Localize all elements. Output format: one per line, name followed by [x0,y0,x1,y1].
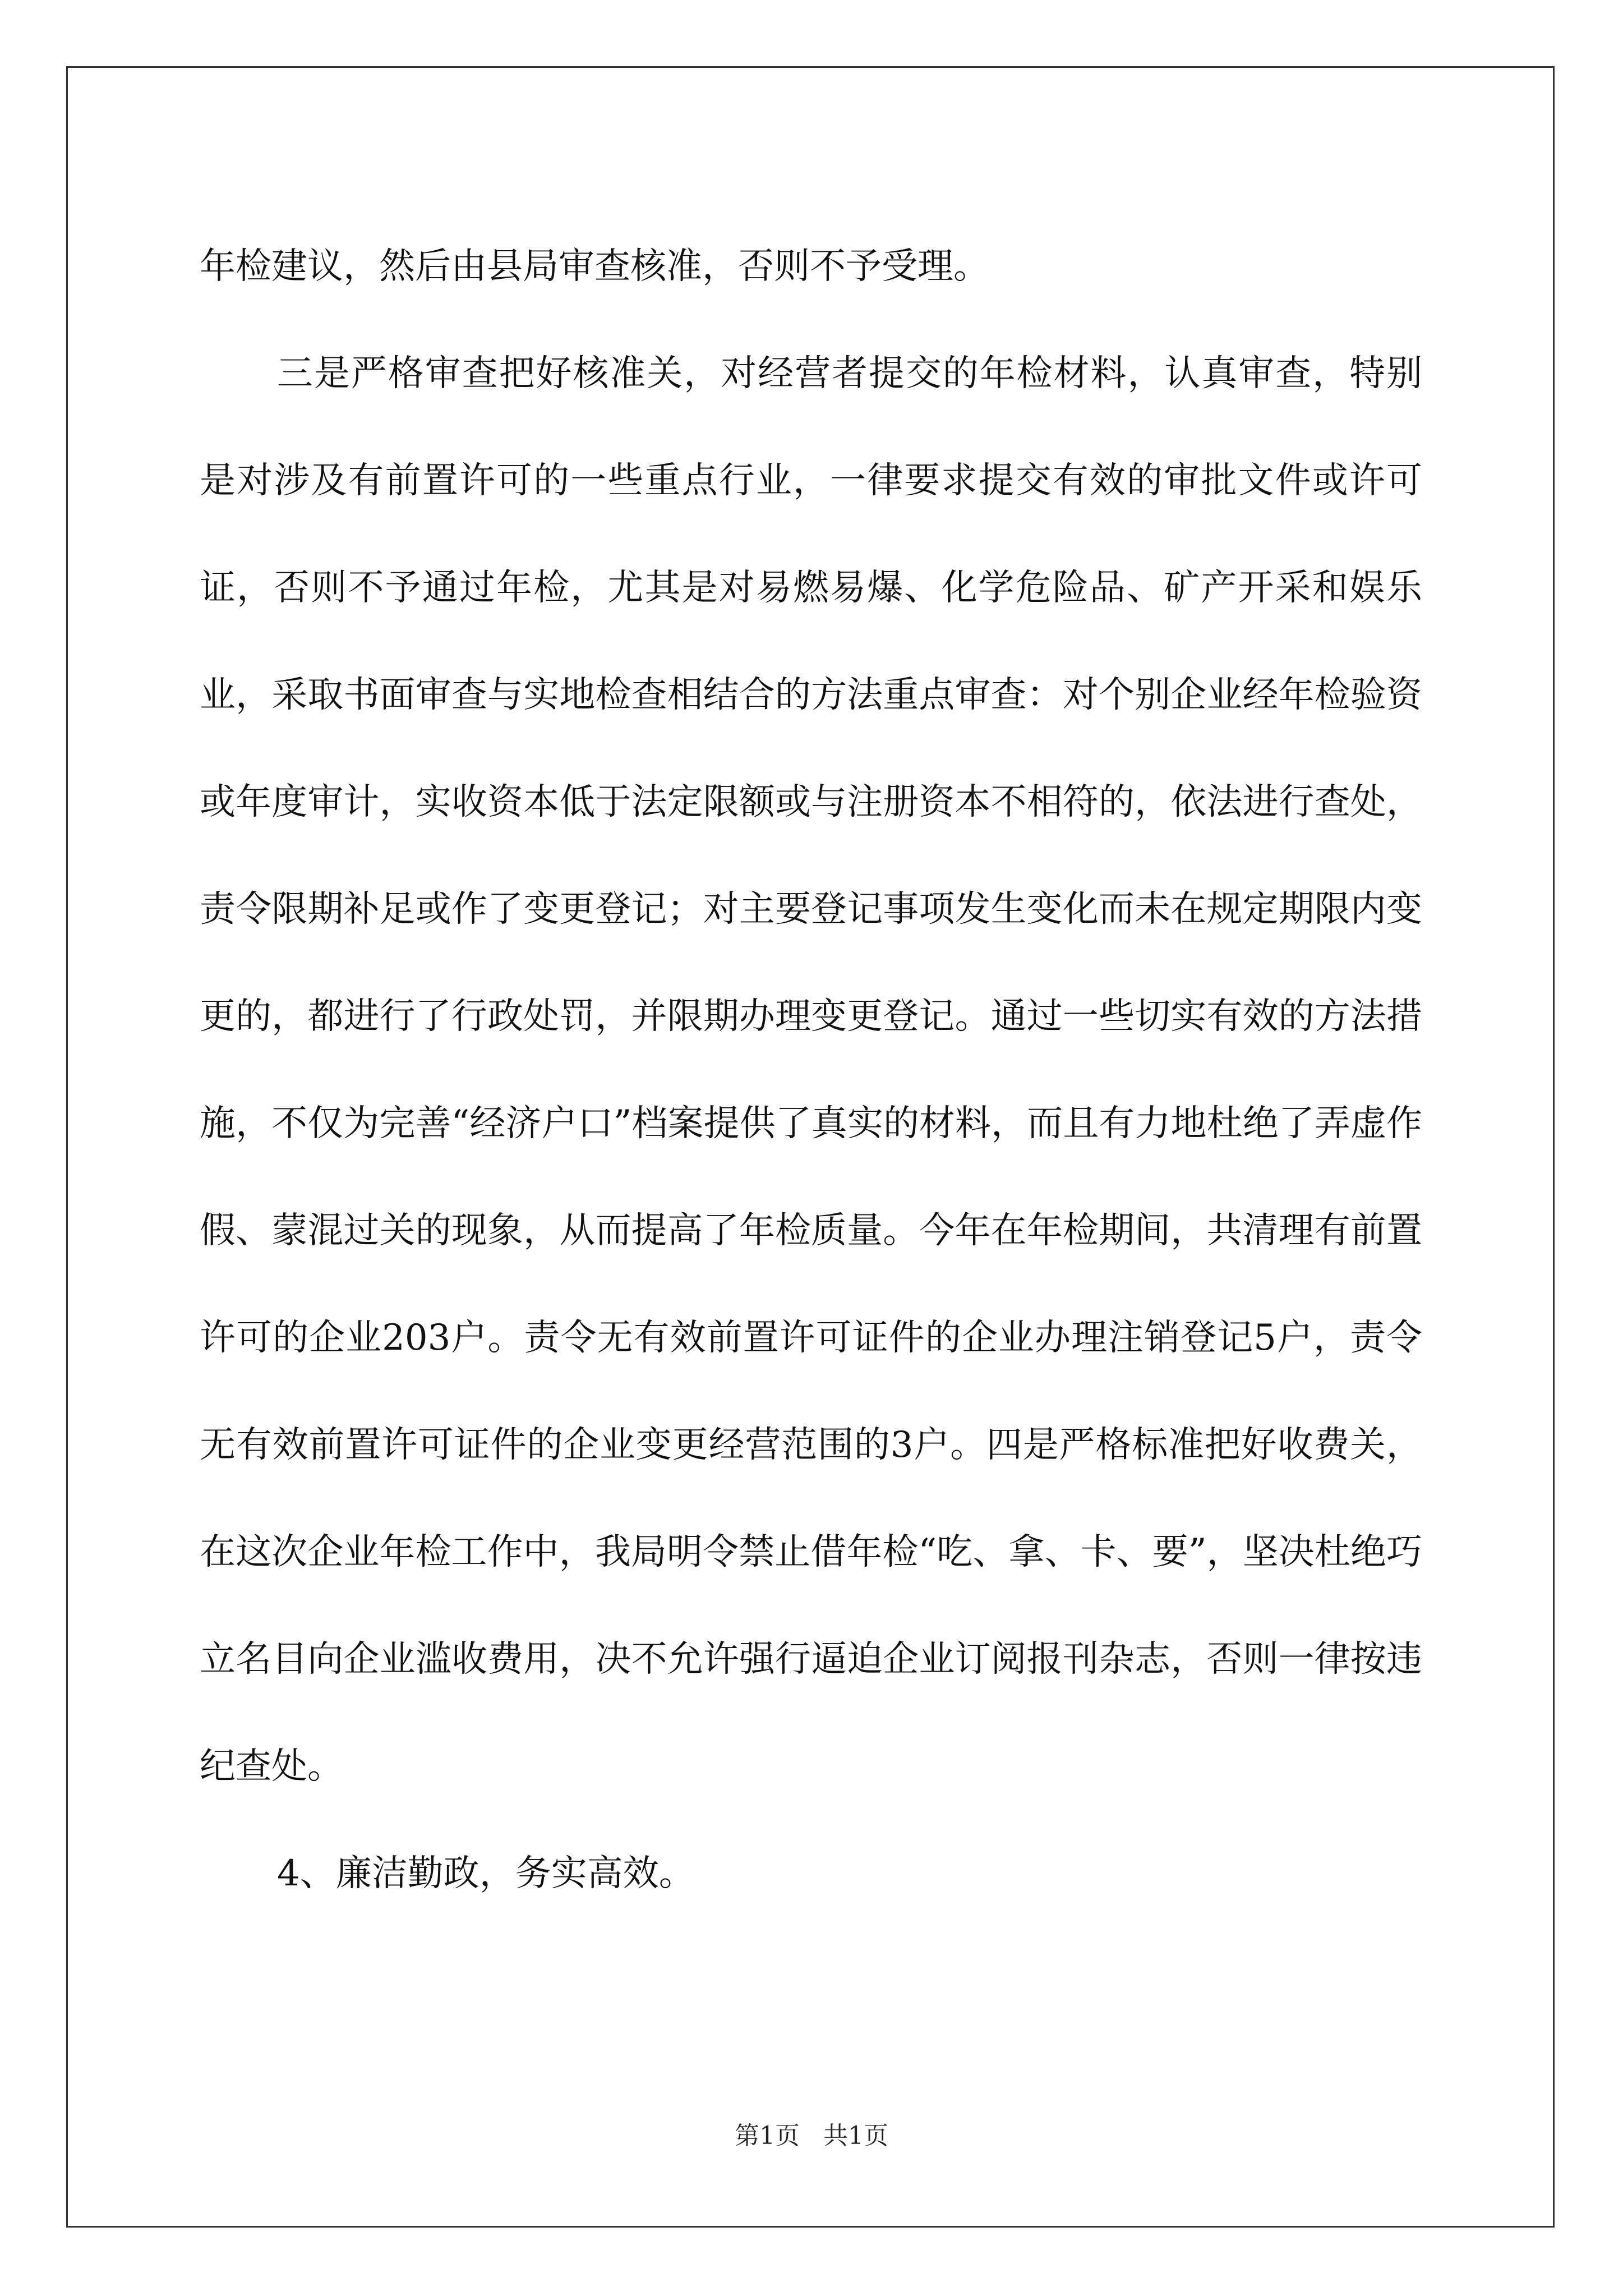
document-body [200,213,1422,1927]
paragraph-2: 三是严格审查把好核准关，对经营者提交的年检材料，认真审查，特别是对涉及有前置许可的一些重点行业，一律要求提交有效的审批文件或许可证，否则不予通过年检，尤其是对易燃易爆、化学危险品、矿产开采和娱乐业，采取书面审查与实地检查相结合的方法重点审查：对个别企业经年检验资或年度审计，实收资本低于法定限额或与注册资本不相符的，依法进行查处，责令限期补足或作了变更登记；对主要登记事项发生变化而未在规定期限内变更的，都进行了行政处罚，并限期办理变更登记。通过一些切实有效的方法措施，不仅为完善“经济户口”档案提供了真实的材料，而且有力地杜绝了弄虚作假、蒙混过关的现象，从而提高了年检质量。今年在年检期间，共清理有前置许可的企业203户。责令无有效前置许可证件的企业办理注销登记5户，责令无有效前置许可证件的企业变更经营范围的3户。四是严格标准把好收费关，在这次企业年检工作中，我局明令禁止借年检“吃、拿、卡、要”，坚决杜绝巧立名目向企业滥收费用，决不允许强行逼迫企业订阅报刊杂志，否则一律按违纪查处。 [200,353,1422,1787]
page-footer-number: 第1页 共1页 [735,2122,888,2150]
paragraph-1: 年检建议，然后由县局审查核准，否则不予受理。 [200,246,989,287]
paragraph-3: 4、廉洁勤政，务实高效。 [277,1853,695,1894]
